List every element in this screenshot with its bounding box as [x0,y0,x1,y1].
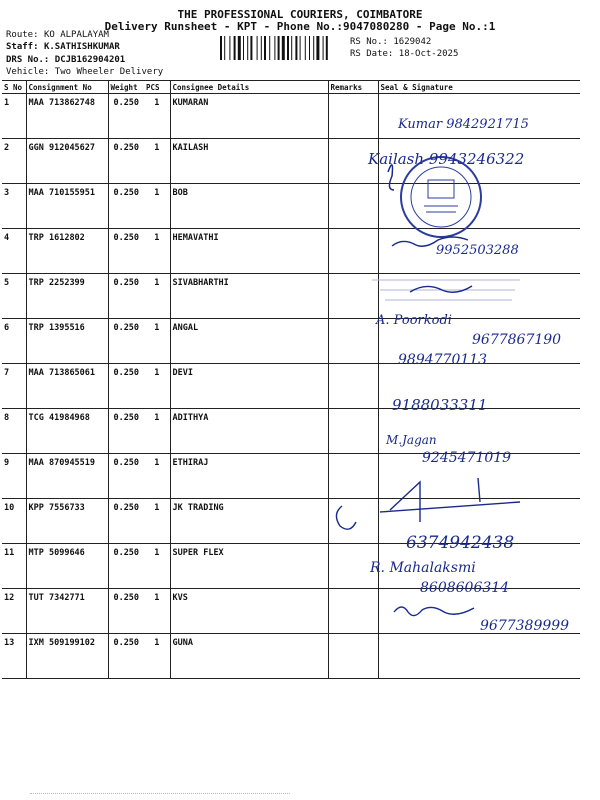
vehicle-label: Vehicle: [6,67,50,77]
consignee-cell: JK TRADING [170,499,328,544]
consignee-cell: ETHIRAJ [170,454,328,499]
hw-row2: Kailash 9943246322 [368,150,525,168]
table-row [2,229,580,274]
weight-cell: 0.250 [108,229,144,274]
barcode-bar [229,36,230,60]
sno-cell: 12 [2,589,26,634]
remarks-cell [328,184,378,229]
col-pcs: PCS [144,81,170,94]
pcs-cell: 1 [144,589,170,634]
consignment-cell: MAA 713865061 [26,364,108,409]
table-row [2,94,580,139]
company-title: THE PROFESSIONAL COURIERS, COIMBATORE [177,8,423,21]
barcode-bar [300,36,301,60]
barcode-bar [282,36,285,60]
pcs-cell: 1 [144,364,170,409]
consignee-cell: DEVI [170,364,328,409]
seal-cell [378,364,580,409]
staff-label: Staff: [6,42,39,52]
vehicle-line [6,67,163,77]
table-row [2,184,580,229]
consignee-cell: KAILASH [170,139,328,184]
hw-row6b: 9677867190 [472,332,562,348]
weight-cell: 0.250 [108,544,144,589]
pcs-cell: 1 [144,499,170,544]
consignment-cell: KPP 7556733 [26,499,108,544]
weight-cell: 0.250 [108,139,144,184]
table-row [2,409,580,454]
table-row [2,499,580,544]
barcode-bar [305,36,306,60]
pcs-cell: 1 [144,634,170,679]
weight-cell: 0.250 [108,364,144,409]
table-row [2,589,580,634]
pcs-cell: 1 [144,94,170,139]
sno-cell: 5 [2,274,26,319]
table-header-row [2,81,580,94]
barcode-bar [313,36,314,60]
col-consignment: Consignment No [26,81,108,94]
sno-cell: 4 [2,229,26,274]
table-row [2,634,580,679]
hw-row11: 6374942438 [406,533,515,553]
runsheet-title: Delivery Runsheet - KPT - Phone No.:9047080280 - Page No.:1 [104,20,496,33]
pcs-cell: 1 [144,184,170,229]
consignment-cell: TRP 1612802 [26,229,108,274]
barcode [220,36,348,60]
rs-date-value: 18-Oct-2025 [398,49,459,59]
consignment-cell: MAA 710155951 [26,184,108,229]
consignee-cell: ADITHYA [170,409,328,454]
rs-date-line [350,49,458,59]
remarks-cell [328,229,378,274]
seal-cell [378,544,580,589]
pcs-cell: 1 [144,409,170,454]
hw-row4: 9952503288 [436,243,519,258]
consignment-cell: MAA 870945519 [26,454,108,499]
seal-cell [378,94,580,139]
seal-cell [378,634,580,679]
consignment-cell: IXM 509199102 [26,634,108,679]
barcode-bar [243,36,244,60]
col-weight: Weight [108,81,144,94]
hw-row12b: 8608606314 [420,580,510,596]
sno-cell: 3 [2,184,26,229]
consignee-cell: HEMAVATHI [170,229,328,274]
col-sno: S No [2,81,26,94]
hw-row1: Kumar 9842921715 [398,117,529,132]
remarks-cell [328,499,378,544]
consignee-cell: SIVABHARTHI [170,274,328,319]
staff-value: K.SATHISHKUMAR [43,42,120,52]
remarks-cell [328,364,378,409]
drs-label: DRS No.: [6,55,50,65]
consignee-cell: KVS [170,589,328,634]
barcode-bar [316,36,319,60]
rs-date-label: RS Date: [350,49,394,59]
drs-value: DCJB162904201 [54,55,126,65]
barcode-bar [264,36,266,60]
hw-row6a: A. Poorkodi [376,313,452,328]
col-remarks: Remarks [328,81,378,94]
consignee-cell: SUPER FLEX [170,544,328,589]
barcode-bar [224,36,225,60]
barcode-bar [220,36,222,60]
seal-cell [378,589,580,634]
consignee-cell: GUNA [170,634,328,679]
consignment-cell: GGN 912045627 [26,139,108,184]
sno-cell: 1 [2,94,26,139]
sno-cell: 13 [2,634,26,679]
sno-cell: 6 [2,319,26,364]
weight-cell: 0.250 [108,184,144,229]
staff-line [6,42,120,52]
weight-cell: 0.250 [108,409,144,454]
consignee-cell: KUMARAN [170,94,328,139]
seal-cell [378,409,580,454]
remarks-cell [328,454,378,499]
seal-cell [378,184,580,229]
sno-cell: 2 [2,139,26,184]
barcode-bar [250,36,252,60]
consignment-cell: TCG 41984968 [26,409,108,454]
remarks-cell [328,139,378,184]
weight-cell: 0.250 [108,274,144,319]
footer-divider [30,793,290,796]
seal-cell [378,499,580,544]
remarks-cell [328,319,378,364]
barcode-bar [257,36,258,60]
barcode-bar [323,36,324,60]
sno-cell: 8 [2,409,26,454]
pcs-cell: 1 [144,139,170,184]
runsheet-table [2,80,580,679]
remarks-cell [328,589,378,634]
remarks-cell [328,274,378,319]
remarks-cell [328,409,378,454]
consignment-cell: MAA 713862748 [26,94,108,139]
barcode-bar [278,36,280,60]
barcode-bar [326,36,328,60]
sno-cell: 7 [2,364,26,409]
barcode-bar [238,36,241,60]
table-row [2,139,580,184]
remarks-cell [328,544,378,589]
rs-no-line [350,37,431,47]
col-consignee: Consignee Details [170,81,328,94]
col-seal: Seal & Signature [378,81,580,94]
rs-no-value: 1629042 [393,37,432,47]
seal-cell [378,229,580,274]
table-row [2,454,580,499]
table-row [2,544,580,589]
weight-cell: 0.250 [108,499,144,544]
seal-cell [378,454,580,499]
barcode-bar [261,36,262,60]
pcs-cell: 1 [144,544,170,589]
barcode-bar [247,36,248,60]
weight-cell: 0.250 [108,94,144,139]
seal-cell [378,139,580,184]
consignment-cell: TRP 1395516 [26,319,108,364]
weight-cell: 0.250 [108,634,144,679]
weight-cell: 0.250 [108,454,144,499]
seal-cell [378,319,580,364]
route-label: Route: [6,30,39,40]
barcode-bar [274,36,275,60]
hw-row12a: R. Mahalaksmi [370,560,476,576]
barcode-bar [234,36,236,60]
pcs-cell: 1 [144,454,170,499]
table-row [2,364,580,409]
hw-row13: 9677389999 [480,618,570,634]
route-line [6,30,109,40]
hw-row9a: M.Jagan [386,433,437,447]
remarks-cell [328,634,378,679]
pcs-cell: 1 [144,319,170,364]
rs-no-label: RS No.: [350,37,388,47]
barcode-bar [295,36,297,60]
drs-line [6,55,125,65]
pcs-cell: 1 [144,274,170,319]
barcode-bar [269,36,270,60]
seal-cell [378,274,580,319]
sno-cell: 9 [2,454,26,499]
sno-cell: 11 [2,544,26,589]
consignment-cell: TUT 7342771 [26,589,108,634]
barcode-bar [309,36,310,60]
hw-row8: 9188033311 [392,396,488,414]
weight-cell: 0.250 [108,589,144,634]
consignee-cell: BOB [170,184,328,229]
hw-row7: 9894770113 [398,352,488,368]
consignment-cell: TRP 2252399 [26,274,108,319]
hw-row9b: 9245471019 [422,450,512,466]
consignee-cell: ANGAL [170,319,328,364]
remarks-cell [328,94,378,139]
table-row [2,274,580,319]
table-row [2,319,580,364]
consignment-cell: MTP 5099646 [26,544,108,589]
barcode-bar [287,36,289,60]
weight-cell: 0.250 [108,319,144,364]
barcode-bar [291,36,292,60]
pcs-cell: 1 [144,229,170,274]
route-value: KO ALPALAYAM [43,30,109,40]
sno-cell: 10 [2,499,26,544]
vehicle-value: Two Wheeler Delivery [54,67,164,77]
